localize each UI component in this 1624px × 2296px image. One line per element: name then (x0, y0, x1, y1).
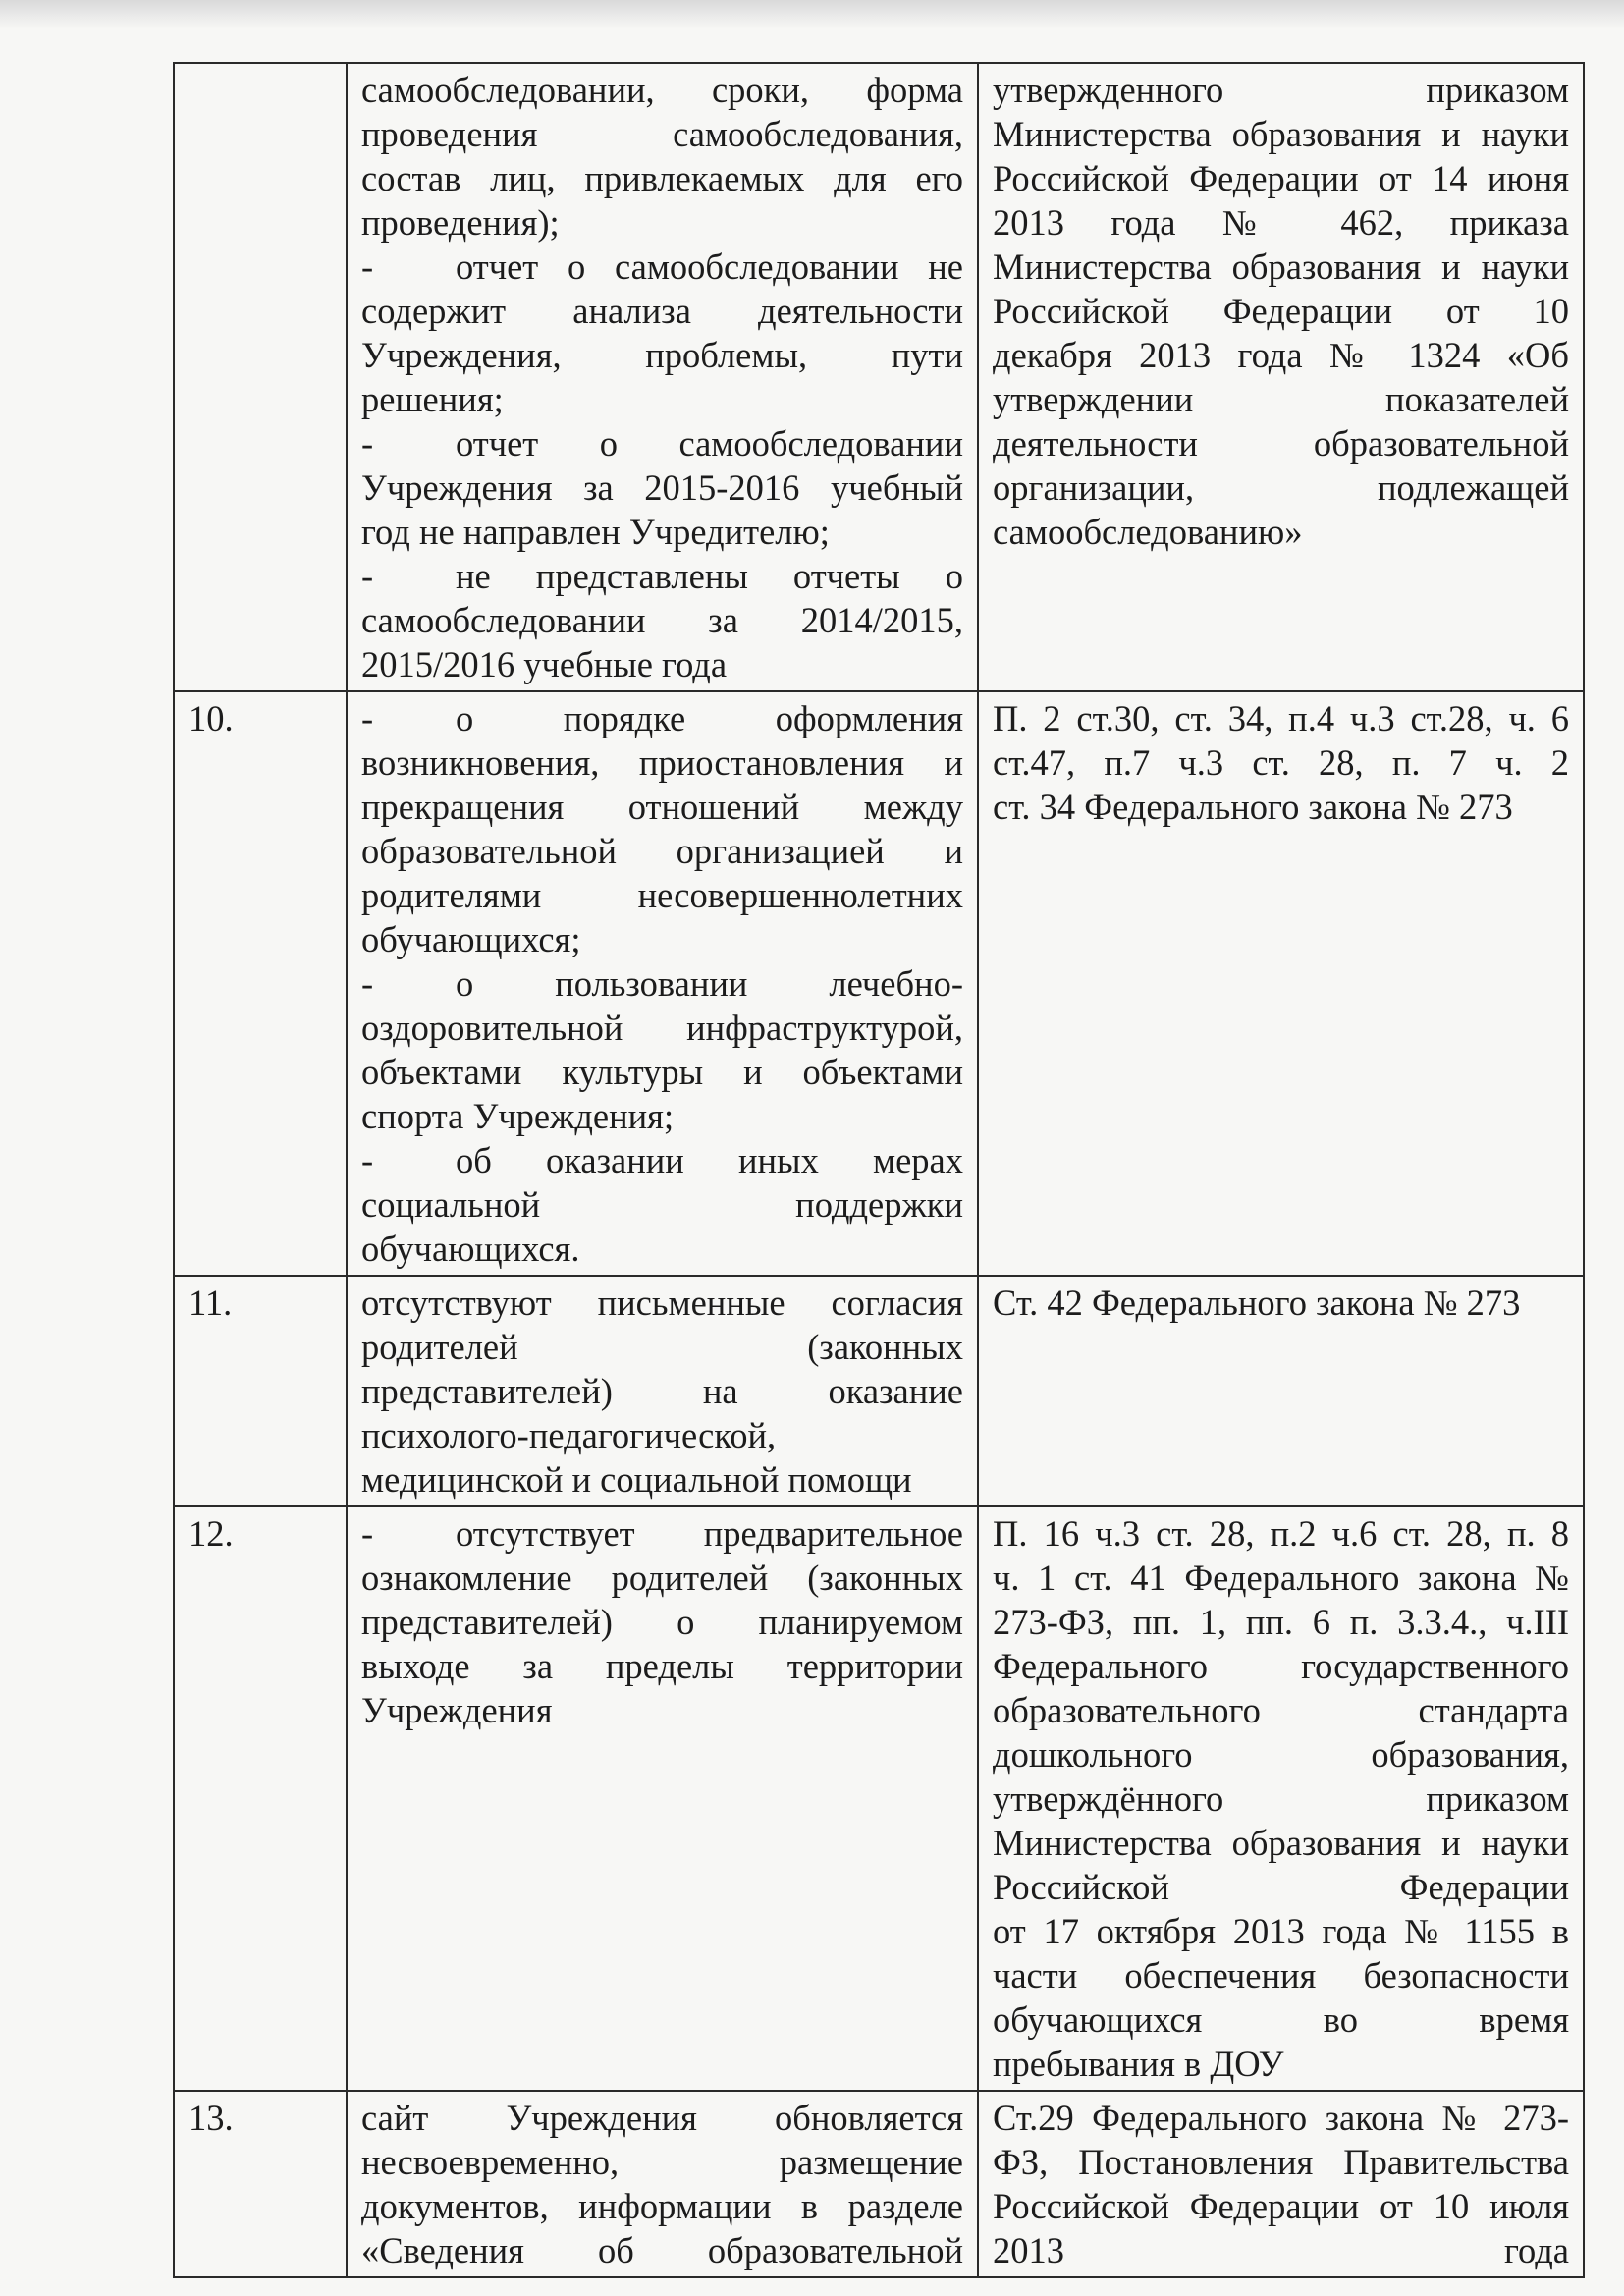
text-line: год не направлен Учредителю; (361, 512, 830, 552)
text-line: ст. 34 Федерального закона № 273 (993, 787, 1513, 827)
text-line: отсутствуют письменные согласия (361, 1283, 963, 1323)
row-number: 11. (174, 1276, 347, 1506)
table-row (174, 691, 1584, 1276)
text-line: Федерального государственного (993, 1646, 1569, 1686)
text-line: Учреждения, проблемы, пути (361, 335, 963, 375)
text-line: 273-ФЗ, пп. 1, пп. 6 п. 3.3.4., ч.III (993, 1602, 1569, 1642)
text-line: утверждённого приказом (993, 1778, 1569, 1819)
text-line: 2015/2016 учебные года (361, 644, 728, 684)
text-line: документов, информации в разделе (361, 2186, 963, 2226)
text-line: психолого-педагогической, (361, 1415, 777, 1455)
text-line: самообследовании за 2014/2015, (361, 600, 963, 640)
text-line: декабря 2013 года № 1324 «Об (993, 335, 1569, 375)
text-line: родителями несовершеннолетних (361, 875, 963, 915)
text-line: пребывания в ДОУ (993, 2044, 1284, 2084)
table-row (174, 63, 1584, 691)
text-line: спорта Учреждения; (361, 1096, 675, 1136)
text-line: Министерства образования и науки (993, 246, 1569, 287)
text-line: Российской Федерации от 10 (993, 291, 1569, 331)
violations-table-body (174, 63, 1584, 2277)
row-number: 13. (174, 2091, 347, 2277)
text-line: представителей) о планируемом (361, 1602, 963, 1642)
text-line: - отсутствует предварительное (361, 1513, 963, 1554)
text-line: - отчет о самообследовании не (361, 246, 963, 287)
text-line: решения; (361, 379, 504, 419)
text-line: образовательной организацией и (361, 831, 963, 871)
text-line: самообследовании, сроки, форма (361, 70, 963, 110)
legal-basis-cell (978, 1506, 1584, 2091)
text-line: ч. 1 ст. 41 Федерального закона № (993, 1558, 1569, 1598)
text-line: проведения самообследования, (361, 114, 963, 154)
violation-cell (347, 2091, 978, 2277)
text-line: выходе за пределы территории (361, 1646, 963, 1686)
text-line: обучающихся; (361, 919, 581, 959)
text-line: части обеспечения безопасности (993, 1955, 1569, 1995)
row-number: 12. (174, 1506, 347, 2091)
text-line: объектами культуры и объектами (361, 1052, 963, 1092)
legal-basis-cell (978, 63, 1584, 691)
document-page (173, 62, 1583, 2278)
text-line: ФЗ, Постановления Правительства (993, 2142, 1569, 2182)
text-line: ст.47, п.7 ч.3 ст. 28, п. 7 ч. 2 (993, 742, 1569, 783)
text-line: содержит анализа деятельности (361, 291, 963, 331)
text-line: обучающихся. (361, 1229, 580, 1269)
violation-cell (347, 691, 978, 1276)
violation-cell (347, 1276, 978, 1506)
text-line: - отчет о самообследовании (361, 423, 963, 464)
text-line: Учреждения (361, 1690, 553, 1730)
text-line: несвоевременно, размещение (361, 2142, 963, 2182)
text-line: «Сведения об образовательной (361, 2230, 963, 2270)
text-line: Российской Федерации от 14 июня (993, 158, 1569, 198)
text-line: деятельности образовательной (993, 423, 1569, 464)
text-line: - о пользовании лечебно- (361, 963, 963, 1004)
text-line: прекращения отношений между (361, 787, 963, 827)
legal-basis-cell (978, 1276, 1584, 1506)
scan-edge-shadow (0, 0, 1624, 29)
text-line: самообследованию» (993, 512, 1303, 552)
text-line: 2013 года № 462, приказа (993, 202, 1569, 243)
text-line: П. 16 ч.3 ст. 28, п.2 ч.6 ст. 28, п. 8 (993, 1513, 1569, 1554)
text-line: Ст.29 Федерального закона № 273- (993, 2098, 1569, 2138)
text-line: оздоровительной инфраструктурой, (361, 1008, 963, 1048)
legal-basis-cell (978, 2091, 1584, 2277)
text-line: П. 2 ст.30, ст. 34, п.4 ч.3 ст.28, ч. 6 (993, 698, 1569, 738)
text-line: сайт Учреждения обновляется (361, 2098, 963, 2138)
text-line: 2013 года (993, 2230, 1569, 2270)
text-line: от 17 октября 2013 года № 1155 в (993, 1911, 1569, 1951)
legal-basis-cell (978, 691, 1584, 1276)
text-line: ознакомление родителей (законных (361, 1558, 963, 1598)
text-line: Ст. 42 Федерального закона № 273 (993, 1283, 1521, 1323)
text-line: утвержденного приказом (993, 70, 1569, 110)
text-line: организации, подлежащей (993, 467, 1569, 508)
text-line: социальной поддержки (361, 1184, 963, 1225)
text-line: возникновения, приостановления и (361, 742, 963, 783)
text-line: образовательного стандарта (993, 1690, 1569, 1730)
text-line: обучающихся во время (993, 1999, 1569, 2040)
text-line: - не представлены отчеты о (361, 556, 963, 596)
row-number (174, 63, 347, 691)
text-line: состав лиц, привлекаемых для его (361, 158, 963, 198)
text-line: Учреждения за 2015-2016 учебный (361, 467, 963, 508)
text-line: представителей) на оказание (361, 1371, 963, 1411)
table-row (174, 1506, 1584, 2091)
text-line: родителей (законных (361, 1327, 963, 1367)
violation-cell (347, 1506, 978, 2091)
text-line: Министерства образования и науки (993, 114, 1569, 154)
text-line: дошкольного образования, (993, 1734, 1569, 1775)
table-row (174, 2091, 1584, 2277)
text-line: медицинской и социальной помощи (361, 1459, 912, 1500)
text-line: утверждении показателей (993, 379, 1569, 419)
text-line: - о порядке оформления (361, 698, 963, 738)
violations-table (173, 62, 1585, 2278)
text-line: Российской Федерации (993, 1867, 1569, 1907)
table-row (174, 1276, 1584, 1506)
text-line: Российской Федерации от 10 июля (993, 2186, 1569, 2226)
text-line: Министерства образования и науки (993, 1823, 1569, 1863)
row-number: 10. (174, 691, 347, 1276)
text-line: - об оказании иных мерах (361, 1140, 963, 1180)
violation-cell (347, 63, 978, 691)
text-line: проведения); (361, 202, 560, 243)
